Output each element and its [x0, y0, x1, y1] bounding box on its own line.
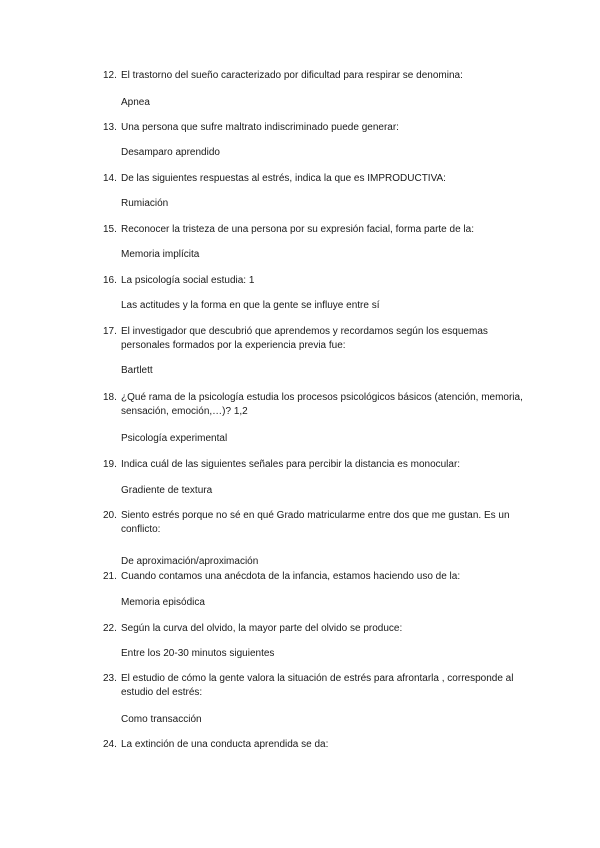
question-number: 14. — [103, 173, 117, 184]
question-number: 17. — [103, 326, 117, 337]
question-text: Siento estrés porque no sé en qué Grado matricularme entre dos que me gustan. Es un conflicto: — [121, 510, 510, 535]
question-text: El estudio de cómo la gente valora la situación de estrés para afrontarla , corresponde al estudio del estrés: — [121, 673, 514, 698]
question-number: 23. — [103, 673, 117, 684]
question-number: 22. — [103, 623, 117, 634]
answer-17: Bartlett — [121, 365, 153, 376]
answer-19: Gradiente de textura — [121, 485, 213, 496]
question-number: 20. — [103, 510, 117, 521]
question-text: La psicología social estudia: 1 — [121, 275, 255, 286]
question-text: La extinción de una conducta aprendida se da: — [121, 739, 329, 750]
question-number: 19. — [103, 459, 117, 470]
answer-22: Entre los 20-30 minutos siguientes — [121, 648, 275, 659]
answer-18: Psicología experimental — [121, 433, 228, 444]
answer-13: Desamparo aprendido — [121, 147, 220, 158]
question-number: 15. — [103, 224, 117, 235]
question-text: Según la curva del olvido, la mayor parte del olvido se produce: — [121, 623, 403, 634]
question-number: 21. — [103, 571, 117, 582]
question-text: El trastorno del sueño caracterizado por dificultad para respirar se denomina: — [121, 70, 463, 81]
answer-20: De aproximación/aproximación — [121, 556, 259, 567]
question-text: El investigador que descubrió que aprendemos y recordamos según los esquemas personales formados por la experiencia previa fue: — [121, 326, 488, 351]
question-text: ¿Qué rama de la psicología estudia los procesos psicológicos básicos (atención, memoria, sensación, emoción,…)? 1,2 — [121, 392, 523, 417]
answer-15: Memoria implícita — [121, 249, 200, 260]
question-text: Cuando contamos una anécdota de la infancia, estamos haciendo uso de la: — [121, 571, 461, 582]
question-number: 12. — [103, 70, 117, 81]
question-number: 24. — [103, 739, 117, 750]
answer-16: Las actitudes y la forma en que la gente se influye entre sí — [121, 300, 380, 311]
question-number: 13. — [103, 122, 117, 133]
question-text: Indica cuál de las siguientes señales para percibir la distancia es monocular: — [121, 459, 461, 470]
question-number: 18. — [103, 392, 117, 403]
question-text: De las siguientes respuestas al estrés, indica la que es IMPRODUCTIVA: — [121, 173, 446, 184]
question-number: 16. — [103, 275, 117, 286]
answer-14: Rumiación — [121, 198, 169, 209]
question-text: Una persona que sufre maltrato indiscriminado puede generar: — [121, 122, 399, 133]
question-text: Reconocer la tristeza de una persona por su expresión facial, forma parte de la: — [121, 224, 474, 235]
answer-12: Apnea — [121, 97, 150, 108]
answer-21: Memoria episódica — [121, 597, 205, 608]
answer-23: Como transacción — [121, 714, 202, 725]
